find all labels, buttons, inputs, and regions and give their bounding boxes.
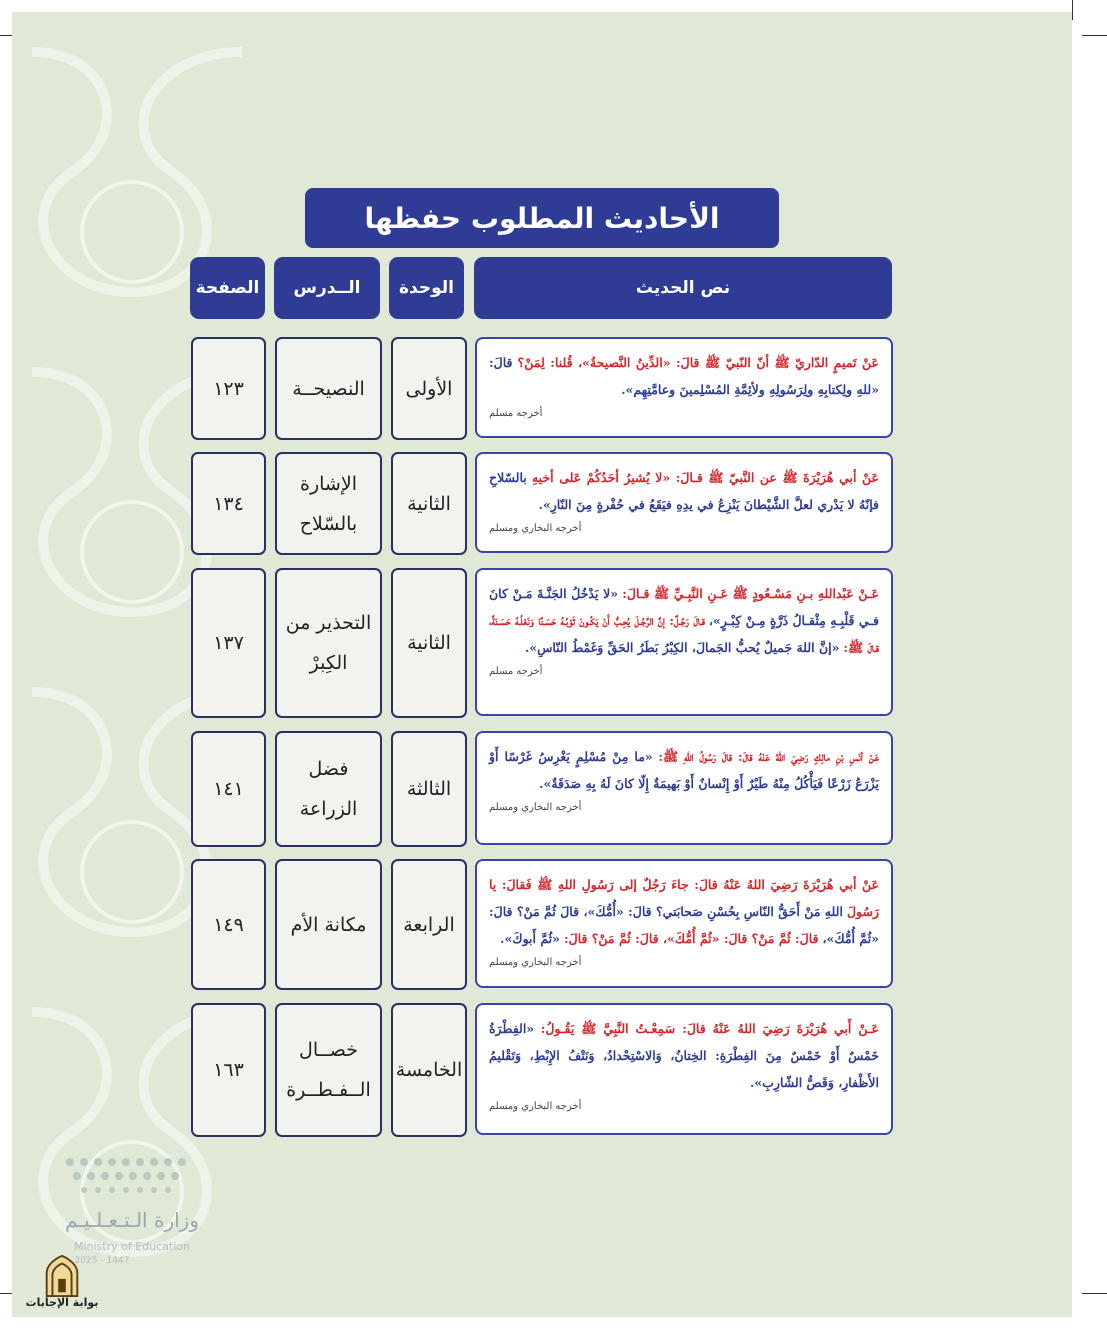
hadith-source: أخرجه مسلم bbox=[489, 408, 543, 419]
hadith-narration: عَنْ أبي هُرَيْرَةَ ﷺ عن النَّبيّ ﷺ قـالَ: «لا يُشيرُ أحَدُكُمْ عَلى أخيهِ bbox=[531, 470, 879, 485]
lesson-cell bbox=[275, 731, 382, 847]
unit-cell: الثانية bbox=[391, 452, 467, 555]
hadith-text-cell bbox=[475, 452, 893, 553]
unit-cell: الأولى bbox=[391, 337, 467, 440]
lesson-name: النصيحــة bbox=[292, 377, 365, 400]
hadith-narration: عَـنْ أَبي هُرَيْرَةَ رَضِيَ اللهُ عَنْهُ قالَ: سَمِعْـتُ النَّبِيَّ ﷺ يَقُـولُ: bbox=[540, 1021, 879, 1036]
header-hadith-text: نص الحديث bbox=[474, 257, 892, 319]
lesson-name: فضل الزراعة bbox=[299, 758, 358, 820]
page-number-cell: ١٤١ bbox=[191, 731, 266, 847]
portal-logo-icon bbox=[42, 1254, 82, 1298]
hadith-narration: عَـنْ عَبْداللهِ بـنِ مَسْـعُودٍ ﷺ عَـنِ النَّبِـيِّ ﷺ قـالَ: bbox=[622, 586, 879, 601]
textbook-page bbox=[12, 12, 1072, 1317]
hadith-narration: قالَ: ثُمَّ مَنْ؟ قالَ: «ثُمَّ أُمُّكَ»، قالَ: ثُمَّ مَنْ؟ قالَ: bbox=[563, 931, 819, 946]
crop-mark bbox=[1072, 0, 1073, 20]
hadith-text-cell bbox=[475, 859, 893, 988]
lesson-name: الكِبرْ bbox=[309, 652, 348, 674]
lesson-cell bbox=[275, 568, 382, 718]
hadith-narration: قـالَ رَجُـلٌ: إنَّ الرَّجُـلَ يُحِـبُّ أَنْ يَكُـونَ ثَوْبُـهُ حَسَـنًا وَنَعْلُـهُ حَسَـنَةً، قـالَ ﷺ: bbox=[489, 613, 879, 655]
hadith-quote: «إنَّ اللهَ جَميلٌ يُحبُّ الجَمالَ، الكِبْرُ بَطَرُ الحَقِّ وَغَمْطُ النّاسِ». bbox=[524, 640, 840, 655]
page-number-cell: ١٤٩ bbox=[191, 859, 266, 990]
hadith-source: أخرجه البخاري ومسلم bbox=[489, 957, 582, 968]
hadith-text-cell bbox=[475, 1003, 893, 1135]
hadith-quote: قالَ: «للهِ ولِكتابِهِ ولِرَسُولِهِ ولأئِمَّةِ المُسْلِمينَ وعامَّتِهِم». bbox=[489, 355, 879, 397]
hadith-quote: «ثُمَّ أَبوكَ». bbox=[500, 931, 560, 946]
lesson-cell bbox=[275, 452, 382, 555]
hadith-narration: عَنْ أنَسِ بْنِ مالِكٍ رَضِيَ اللهُ عَنْهُ قالَ: قالَ رَسُولُ اللهِ ﷺ: bbox=[658, 749, 879, 764]
page-number-cell: ١٢٣ bbox=[191, 337, 266, 440]
hadith-source: أخرجه البخاري ومسلم bbox=[489, 802, 582, 813]
page-number-cell: ١٣٧ bbox=[191, 568, 266, 718]
lesson-name: خصــال bbox=[299, 1039, 358, 1061]
unit-cell: الرابعة bbox=[391, 859, 467, 990]
crop-mark bbox=[1082, 1293, 1107, 1294]
unit-cell: الخامسة bbox=[391, 1003, 467, 1137]
unit-cell: الثانية bbox=[391, 568, 467, 718]
header-unit: الوحدة bbox=[389, 257, 464, 319]
lesson-cell bbox=[275, 1003, 382, 1137]
crop-mark bbox=[1082, 35, 1107, 36]
unit-cell: الثالثة bbox=[391, 731, 467, 847]
lesson-cell bbox=[275, 859, 382, 990]
header-page: الصفحة bbox=[190, 257, 265, 319]
lesson-name: بالسّلاح bbox=[299, 512, 358, 535]
hadith-quote: بالسّلاحِ فإنّهُ لا يَدْري لعلَّ الشَّيْطانَ يَنْزِعُ في يدِهِ فيَقَعُ في حُفْرةٍ مِنَ النّارِ». bbox=[489, 470, 879, 512]
lesson-name: الــفـطــرة bbox=[286, 1079, 371, 1101]
hadith-narration: عَنْ تَميمٍ الدّاريّ ﷺ أنّ النّبيّ ﷺ قالَ: «الدِّينُ النَّصيحةُ»، قُلنا: لِمَنْ؟ bbox=[517, 355, 879, 370]
hadith-text-cell bbox=[475, 337, 893, 438]
hadith-source: أخرجه البخاري ومسلم bbox=[489, 523, 582, 534]
ministry-name-arabic: وزارة الـتـعـلـيـم bbox=[65, 1208, 199, 1232]
hadith-quote: «الفِطْرَةُ خَمْسٌ أَوْ خَمْسٌ مِنَ الفِطْرَةِ: الخِتانُ، وَالاسْتِحْدادُ، وَنَتْفُ الإِبْطِ، وَتَقْليمُ الأَظْفارِ، وَقَصُّ الشّارِبِ». bbox=[489, 1021, 879, 1090]
page-number-cell: ١٦٣ bbox=[191, 1003, 266, 1137]
hadith-quote: «ما مِنْ مُسْلِمٍ يَغْرِسُ غَرْسًا أَوْ يَزْرَعُ زَرْعًا فَيَأْكُلُ مِنْهُ طَيْرٌ أَوْ إِنْسانٌ أَوْ بَهيمَةٌ إِلّا كانَ لَهُ بِهِ صَدَقَةٌ». bbox=[489, 749, 879, 791]
page-title: الأحاديث المطلوب حفظها bbox=[305, 188, 779, 248]
hadith-text-cell bbox=[475, 568, 893, 716]
lesson-name: التحذير من bbox=[285, 612, 372, 634]
hadith-quote: «لا يَدْخُلُ الجَنَّـةَ مَـنْ كانَ فـي قَلْبِـهِ مِثْقـالُ ذَرَّةٍ مِـنْ كِبْـرٍ»، bbox=[489, 586, 879, 628]
hadith-quote: اللهِ مَنْ أَحَقُّ النّاسِ بِحُسْنِ صَحابَتي؟ قالَ: «أُمُّكَ»، قالَ ثُمَّ مَنْ؟ قالَ: «ثُمَّ أُمُّكَ»، bbox=[489, 904, 879, 946]
page-number-cell: ١٣٤ bbox=[191, 452, 266, 555]
lesson-cell bbox=[275, 337, 382, 440]
hadith-source: أخرجه مسلم bbox=[489, 666, 543, 677]
ministry-name-english: Ministry of Education bbox=[73, 1240, 190, 1253]
lesson-name: مكانة الأم bbox=[290, 913, 367, 936]
ministry-year: 2025 - 1447 bbox=[74, 1256, 130, 1266]
header-lesson: الــدرس bbox=[274, 257, 380, 319]
hadith-text-cell bbox=[475, 731, 893, 845]
hadith-source: أخرجه البخاري ومسلم bbox=[489, 1101, 582, 1112]
lesson-name: الإشارة bbox=[300, 472, 357, 495]
hadith-narration: عَنْ أبي هُرَيْرَةَ رَضِيَ اللهُ عَنْهُ قالَ: جاءَ رَجُلٌ إلى رَسُولِ اللهِ ﷺ فَقالَ: يا رَسُولَ bbox=[489, 877, 879, 919]
ministry-logo-dots-icon bbox=[60, 1152, 220, 1212]
portal-name: بوابة الإجابات bbox=[25, 1296, 99, 1309]
